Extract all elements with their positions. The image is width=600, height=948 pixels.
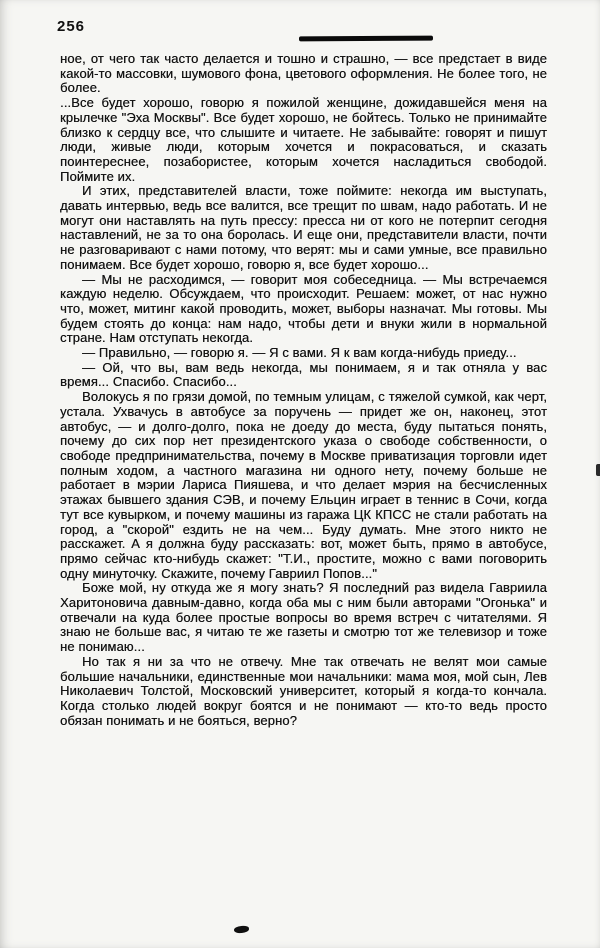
paragraph: — Правильно, — говорю я. — Я с вами. Я к вам когда-нибудь приеду... (82, 345, 517, 361)
page-number: 256 (57, 18, 86, 35)
paragraph: — Ой, что вы, вам ведь некогда, мы понимаем, я и так отняла у вас время... Спасибо. Спасибо... (60, 359, 547, 390)
edge-scan-mark (596, 464, 600, 476)
paragraph: Но так я ни за что не отвечу. Мне так отвечать не велят мои самые большие начальники, единственные мои начальники: мама моя, мой сын, Лев Николаевич Толстой, Московский университет, который я когда-то кончала. Когда столько людей вокруг боятся и не понимают — кто-то ведь просто обязан понимать и не бояться, верно? (60, 653, 547, 728)
text-block (60, 52, 547, 728)
scan-artifact-bar (299, 36, 433, 42)
paragraph: ное, от чего так часто делается и тошно и страшно, — все предстает в виде какой-то массовки, шумового фона, цветового оформления. Не более того, не более. (60, 51, 547, 96)
paragraph: ...Все будет хорошо, говорю я пожилой женщине, дожидавшейся меня на крылечке "Эха Москвы". Все будет хорошо, не бойтесь. Только не принимайте близко к сердцу все, что слышите и читаете. Не забывайте: говорят и пишут люди, живые люди, которым хочется и покрасоваться, и сказать поинтереснее, позабористее, которым хочется насладиться свободой. Поймите их. (60, 95, 547, 184)
ink-smudge (234, 925, 249, 933)
paragraph: Боже мой, ну откуда же я могу знать? Я последний раз видела Гавриила Харитоновича давным-давно, когда оба мы с ним были авторами "Огонька" и отвечали на куда более простые вопросы во время встреч с читателями. Я знаю не больше вас, я читаю те же газеты и смотрю тот же телевизор и тоже не понимаю... (60, 580, 547, 655)
paragraph: Волокусь я по грязи домой, по темным улицам, с тяжелой сумкой, как черт, устала. Ухвачусь в автобусе за поручень — придет же он, наконец, этот автобус, — и долго-долго, пока не доеду до места, буду пытаться понять, почему до сих пор нет президентского указа о свободе собственности, о свободе предпринимательства, почему в Москве приватизация торговли идет полным ходом, а частного магазина ни одного нету, почему больше не работает в мэрии Лариса Пияшева, и что делает мэрия на бесчисленных этажах бывшего здания СЭВ, и почему Ельцин играет в теннис в Сочи, когда тут все кувырком, и почему машины из гаража ЦК КПСС не стали работать на город, а "скорой" ездить не на чем... Буду думать. Мне этого никто не расскажет. А я должна буду рассказать: вот, может быть, прямо в автобусе, прямо сейчас кто-нибудь скажет: "Т.И., простите, можно с вами поговорить одну минуточку. Скажите, почему Гавриил Попов..." (60, 389, 547, 581)
paragraph: — Мы не расходимся, — говорит моя собеседница. — Мы встречаемся каждую неделю. Обсуждаем, что происходит. Решаем: может, от нас нужно что, может, митинг какой проводить, может, выборы назначат. Мы готовы. Мы будем стоять до конца: нам надо, чтобы дети и внуки жили в нормальной стране. Нам отступать некогда. (60, 271, 547, 346)
paragraph: И этих, представителей власти, тоже поймите: некогда им выступать, давать интервью, ведь все валится, все трещит по швам, надо работать. И не могут они наставлять на путь прессу: пресса ни от кого не потерпит сегодня наставлений, не за то она боролась. И еще они, представители власти, почти не разговаривают с нами потому, что верят: мы и сами умные, все правильно понимаем. Все будет хорошо, говорю я, все будет хорошо... (60, 183, 547, 272)
